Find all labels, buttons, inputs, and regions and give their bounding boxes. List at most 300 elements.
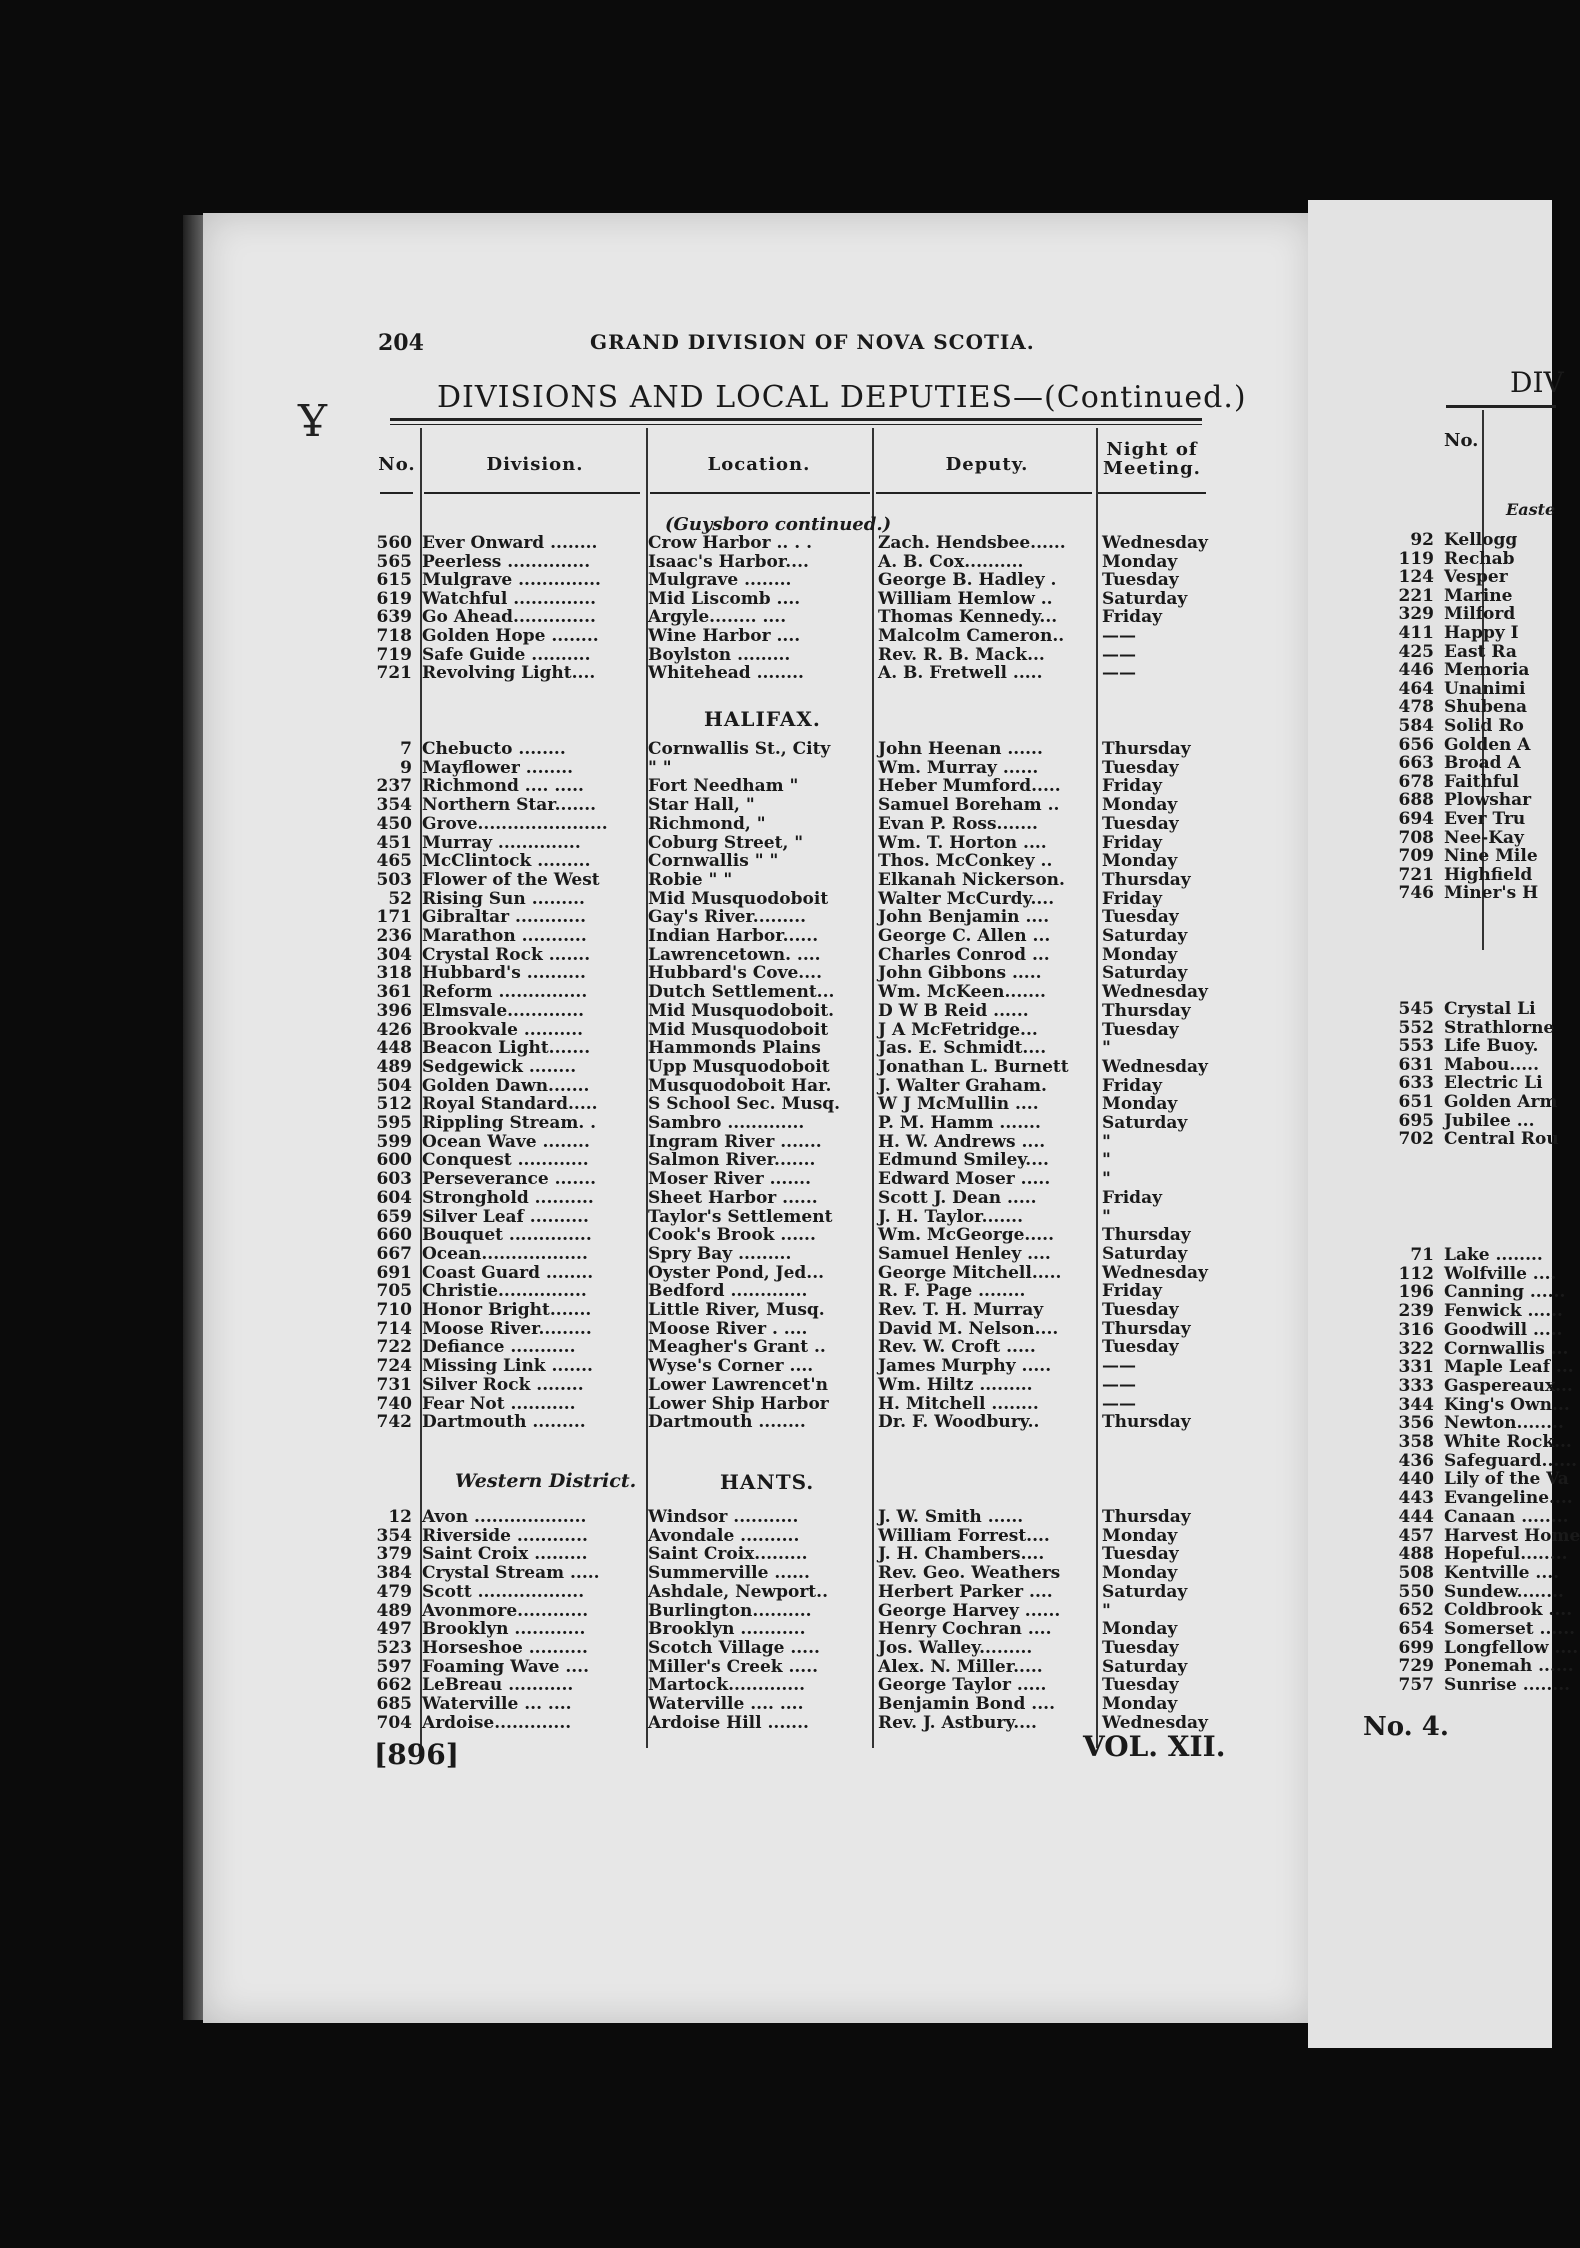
list-item (1388, 680, 1525, 698)
cell-division: Strathlorne (1444, 1017, 1555, 1038)
header-deputy: Deputy. (945, 454, 1029, 475)
cell-division: Happy I (1444, 623, 1519, 643)
cell-division: Revolving Light.... (422, 663, 596, 684)
cell-division: Somerset ...... (1444, 1619, 1576, 1639)
cell-location: Gay's River......... (648, 907, 807, 928)
cell-no: 740 (376, 1393, 412, 1414)
table-row (360, 1602, 1220, 1620)
cell-division: Newton........ (1444, 1413, 1564, 1434)
list-item (1388, 1396, 1570, 1414)
list-item (1388, 717, 1524, 735)
cell-division: Ocean.................. (422, 1243, 588, 1264)
cell-division: Ever Tru (1444, 809, 1526, 829)
cell-night: —— (1102, 644, 1136, 665)
cell-location: Coburg Street, " (648, 832, 804, 853)
table-row (360, 1095, 1220, 1113)
cell-division: Cornwallis ... (1444, 1338, 1569, 1359)
list-item (1388, 1037, 1538, 1055)
cell-no: 497 (376, 1619, 412, 1640)
cell-division: Sedgewick ........ (422, 1056, 577, 1077)
cell-deputy: R. F. Page ........ (878, 1281, 1026, 1302)
cell-division: Golden Hope ........ (422, 626, 599, 646)
header-no: No. (378, 454, 416, 475)
cell-division: Rising Sun ......... (422, 888, 585, 909)
cell-location: Mid Musquodoboit (648, 888, 829, 909)
cell-no: 663 (1398, 753, 1434, 774)
table-row (360, 1245, 1220, 1263)
table-row (360, 1695, 1220, 1713)
list-item (1388, 1130, 1559, 1148)
cell-division: Life Buoy. (1444, 1036, 1539, 1057)
cell-division: Mabou..... (1444, 1054, 1540, 1075)
cell-night: Tuesday (1102, 1544, 1179, 1565)
table-row (360, 608, 1220, 626)
cell-division: Milford (1444, 604, 1516, 625)
cell-location: Miller's Creek ..... (648, 1656, 819, 1677)
list-item (1388, 1433, 1572, 1451)
cell-division: Reform ............... (422, 982, 588, 1003)
list-item (1388, 1358, 1574, 1376)
table-row (360, 1395, 1220, 1413)
list-item (1388, 884, 1538, 902)
cell-no: 688 (1398, 790, 1434, 811)
header-rule-deputy (876, 492, 1092, 494)
cell-night: Saturday (1102, 1243, 1188, 1264)
cell-deputy: Scott J. Dean ..... (878, 1187, 1037, 1208)
running-head: GRAND DIVISION OF NOVA SCOTIA. (590, 330, 1035, 354)
cell-no: 597 (376, 1656, 412, 1677)
cell-location: Ardoise Hill ....... (648, 1712, 809, 1733)
cell-deputy: Wm. McKeen....... (878, 982, 1046, 1003)
cell-no: 92 (1410, 530, 1434, 550)
cell-deputy: Rev. Geo. Weathers (878, 1563, 1061, 1584)
right-page-rule (1446, 405, 1556, 408)
cell-location: Scotch Village ..... (648, 1637, 820, 1658)
cell-location: Oyster Pond, Jed... (648, 1262, 825, 1283)
list-item (1388, 1639, 1578, 1657)
list-item (1388, 866, 1532, 884)
cell-division: Elmsvale............. (422, 1000, 585, 1021)
cell-location: Star Hall, " (648, 795, 755, 816)
cell-no: 12 (388, 1507, 412, 1527)
cell-no: 236 (376, 926, 412, 946)
cell-division: Hopeful........ (1444, 1544, 1568, 1565)
cell-no: 523 (376, 1637, 412, 1658)
cell-location: Moser River ....... (648, 1169, 812, 1190)
cell-no: 450 (376, 813, 412, 834)
cell-no: 757 (1398, 1675, 1434, 1696)
table-row (360, 777, 1220, 795)
cell-division: Waterville ... .... (422, 1694, 572, 1714)
cell-division: Richmond .... ..... (422, 776, 584, 797)
table-row (360, 1301, 1220, 1319)
cell-location: Spry Bay ......... (648, 1243, 792, 1264)
cell-no: 631 (1398, 1054, 1434, 1075)
cell-no: 503 (376, 869, 412, 890)
cell-deputy: George Taylor ..... (878, 1675, 1047, 1696)
cell-location: Moose River . .... (648, 1318, 808, 1339)
cell-deputy: John Benjamin .... (878, 907, 1050, 928)
cell-no: 694 (1398, 809, 1434, 829)
cell-no: 333 (1398, 1375, 1434, 1396)
cell-division: East Ra (1444, 641, 1517, 662)
cell-location: Waterville .... .... (648, 1694, 804, 1714)
table-row (360, 1114, 1220, 1132)
cell-division: Beacon Light....... (422, 1038, 591, 1059)
table-row (360, 759, 1220, 777)
cell-night: Monday (1102, 795, 1178, 816)
cell-division: Christie............... (422, 1281, 587, 1302)
cell-no: 344 (1398, 1394, 1434, 1415)
list-item (1388, 1056, 1539, 1074)
table-row (360, 834, 1220, 852)
cell-division: Maple Leaf ... (1444, 1357, 1574, 1378)
cell-location: Mid Musquodoboit. (648, 1000, 835, 1021)
cell-location: Indian Harbor...... (648, 926, 819, 946)
cell-night: Thursday (1102, 1318, 1191, 1339)
cell-no: 721 (376, 663, 412, 684)
cell-no: 237 (376, 776, 412, 797)
cell-deputy: Jas. E. Schmidt.... (878, 1038, 1047, 1059)
list-item (1388, 1489, 1573, 1507)
cell-location: Meagher's Grant .. (648, 1337, 826, 1358)
cell-no: 489 (376, 1056, 412, 1077)
cell-division: Sundew........ (1444, 1581, 1564, 1602)
cell-deputy: Evan P. Ross....... (878, 813, 1038, 834)
cell-division: Missing Link ....... (422, 1356, 593, 1377)
cell-division: Electric Li (1444, 1073, 1543, 1094)
cell-deputy: J. H. Chambers.... (878, 1544, 1045, 1565)
cell-location: Musquodoboit Har. (648, 1075, 832, 1096)
table-row (360, 796, 1220, 814)
header-rule-night (1098, 492, 1206, 494)
table-row (360, 1039, 1220, 1057)
cell-deputy: Henry Cochran .... (878, 1619, 1052, 1640)
cell-division: Ever Onward ........ (422, 533, 598, 553)
cell-division: Safeguard...... (1444, 1450, 1578, 1471)
cell-night: —— (1102, 1356, 1136, 1377)
table-row (360, 1338, 1220, 1356)
cell-no: 742 (376, 1412, 412, 1433)
cell-division: Moose River......... (422, 1318, 592, 1339)
cell-no: 722 (376, 1337, 412, 1358)
list-item (1388, 587, 1512, 605)
cell-no: 709 (1398, 846, 1434, 867)
cell-no: 7 (400, 739, 412, 759)
cell-deputy: H. Mitchell ........ (878, 1393, 1039, 1414)
header-night: Night of Meeting. (1103, 439, 1201, 479)
cell-location: Robie " " (648, 869, 733, 890)
cell-deputy: J. H. Taylor....... (878, 1206, 1023, 1227)
table-row (360, 553, 1220, 571)
cell-night: Thursday (1102, 1507, 1191, 1527)
list-item (1388, 1620, 1575, 1638)
cell-no: 488 (1398, 1544, 1434, 1565)
table-row (360, 740, 1220, 758)
cell-division: Memoria (1444, 660, 1530, 681)
section-halifax: HALIFAX. (704, 707, 821, 731)
cell-division: Gibraltar ............ (422, 907, 587, 928)
cell-deputy: Jonathan L. Burnett (878, 1056, 1069, 1077)
cell-deputy: Thomas Kennedy... (878, 607, 1058, 628)
list-item (1388, 773, 1519, 791)
cell-night: " (1102, 1038, 1111, 1059)
table-row (360, 1639, 1220, 1657)
cell-night: Tuesday (1102, 1637, 1179, 1658)
cell-deputy: J. Walter Graham. (878, 1075, 1047, 1096)
cell-division: Gaspereaux... (1444, 1375, 1573, 1396)
table-row (360, 627, 1220, 645)
list-item (1388, 1676, 1570, 1694)
cell-location: Little River, Musq. (648, 1300, 825, 1320)
cell-night: Wednesday (1102, 1056, 1208, 1077)
cell-division: Honor Bright....... (422, 1300, 592, 1320)
cell-deputy: James Murphy ..... (878, 1356, 1052, 1377)
cell-division: Rechab (1444, 548, 1515, 569)
cell-division: Nee-Kay (1444, 827, 1524, 848)
cell-no: 9 (400, 757, 412, 778)
table-row (360, 1189, 1220, 1207)
list-item (1388, 531, 1517, 549)
cell-night: Monday (1102, 1525, 1178, 1546)
cell-no: 304 (376, 944, 412, 965)
cell-deputy: Alex. N. Miller..... (878, 1656, 1043, 1677)
list-item (1388, 754, 1521, 772)
header-division: Division. (486, 454, 584, 475)
cell-no: 426 (376, 1019, 412, 1040)
cell-division: Broad A (1444, 753, 1521, 774)
cell-division: King's Own... (1444, 1394, 1570, 1415)
cell-deputy: Samuel Boreham .. (878, 795, 1060, 816)
table-row (360, 1676, 1220, 1694)
list-item (1388, 624, 1519, 642)
cell-no: 724 (376, 1356, 412, 1377)
cell-no: 379 (376, 1544, 412, 1565)
cell-no: 695 (1398, 1110, 1434, 1131)
cell-deputy: David M. Nelson.... (878, 1318, 1059, 1339)
header-rule-division (424, 492, 640, 494)
list-item (1388, 791, 1531, 809)
cell-division: Conquest ............ (422, 1150, 589, 1171)
list-item (1388, 1545, 1568, 1563)
cell-deputy: Benjamin Bond .... (878, 1694, 1055, 1714)
cell-location: Martock............. (648, 1675, 806, 1696)
table-row (360, 1583, 1220, 1601)
cell-division: Northern Star....... (422, 795, 597, 816)
cell-deputy: Wm. T. Horton .... (878, 832, 1047, 853)
cell-division: Avonmore............ (422, 1600, 589, 1621)
cell-night: Tuesday (1102, 570, 1179, 591)
right-page-footer: No. 4. (1363, 1712, 1449, 1742)
footer-left: [896] (374, 1738, 459, 1771)
table-row (360, 983, 1220, 1001)
cell-deputy: Samuel Henley .... (878, 1243, 1051, 1264)
page-number: 204 (378, 330, 424, 356)
cell-night: Friday (1102, 1281, 1162, 1302)
cell-deputy: Heber Mumford..... (878, 776, 1061, 797)
cell-location: Summerville ...... (648, 1563, 810, 1584)
cell-division: Riverside ............ (422, 1525, 588, 1546)
cell-location: S School Sec. Musq. (648, 1094, 841, 1115)
title-rule (390, 418, 1202, 421)
cell-division: Flower of the West (422, 869, 600, 890)
cell-no: 446 (1398, 660, 1434, 681)
page-edge (183, 215, 205, 2020)
cell-no: 119 (1398, 548, 1434, 569)
cell-location: Windsor ........... (648, 1507, 799, 1527)
cell-location: Ashdale, Newport.. (648, 1581, 828, 1602)
cell-night: Wednesday (1102, 533, 1208, 553)
table-row (360, 964, 1220, 982)
title-rule-thin (390, 424, 1202, 425)
subheading-guysboro: (Guysboro continued.) (665, 514, 892, 535)
cell-no: 451 (376, 832, 412, 853)
cell-location: Fort Needham " (648, 776, 799, 797)
list-item (1388, 1321, 1563, 1339)
cell-division: Miner's H (1444, 883, 1539, 904)
cell-no: 478 (1398, 697, 1434, 718)
cell-division: Vesper (1444, 567, 1508, 588)
cell-no: 705 (376, 1281, 412, 1302)
cell-division: Canaan ........ (1444, 1506, 1569, 1527)
cell-night: Monday (1102, 1094, 1178, 1115)
cell-night: Saturday (1102, 926, 1188, 946)
cell-location: Sheet Harbor ...... (648, 1187, 818, 1208)
cell-division: Stronghold .......... (422, 1187, 594, 1208)
cell-deputy: Edward Moser ..... (878, 1169, 1051, 1190)
cell-division: Solid Ro (1444, 716, 1524, 736)
table-row (360, 1508, 1220, 1526)
cell-deputy: Herbert Parker .... (878, 1581, 1053, 1602)
cell-night: Friday (1102, 832, 1162, 853)
cell-no: 52 (388, 888, 412, 909)
cell-no: 396 (376, 1000, 412, 1021)
cell-no: 331 (1398, 1357, 1434, 1378)
table-row (360, 1376, 1220, 1394)
cell-division: Harvest Home (1444, 1525, 1580, 1546)
cell-deputy: H. W. Andrews .... (878, 1131, 1046, 1152)
cell-no: 322 (1398, 1338, 1434, 1359)
cell-division: Fenwick ...... (1444, 1301, 1563, 1322)
cell-division: Mayflower ........ (422, 757, 574, 778)
table-row (360, 1170, 1220, 1188)
cell-no: 411 (1398, 623, 1434, 643)
cell-night: Thursday (1102, 869, 1191, 890)
table-row (360, 1320, 1220, 1338)
table-row (360, 1282, 1220, 1300)
cell-night: —— (1102, 663, 1136, 684)
table-row (360, 946, 1220, 964)
cell-no: 361 (376, 982, 412, 1003)
cell-no: 599 (376, 1131, 412, 1152)
list-item (1388, 698, 1527, 716)
cell-night: " (1102, 1131, 1111, 1152)
cell-night: Friday (1102, 1187, 1162, 1208)
cell-no: 685 (376, 1694, 412, 1714)
cell-night: Monday (1102, 944, 1178, 965)
cell-no: 667 (376, 1243, 412, 1264)
cell-location: Isaac's Harbor.... (648, 551, 809, 572)
table-row (360, 1133, 1220, 1151)
cell-deputy: Rev. J. Astbury.... (878, 1712, 1037, 1733)
cell-location: Lower Lawrencet'n (648, 1374, 828, 1395)
cell-division: Plowshar (1444, 790, 1532, 811)
cell-no: 508 (1398, 1562, 1434, 1583)
cell-no: 354 (376, 1525, 412, 1546)
cell-division: Crystal Rock ....... (422, 944, 591, 965)
table-row (360, 852, 1220, 870)
cell-deputy: Walter McCurdy.... (878, 888, 1055, 909)
cell-location: Ingram River ....... (648, 1131, 822, 1152)
cell-no: 714 (376, 1318, 412, 1339)
list-item (1388, 1508, 1569, 1526)
cell-deputy: John Gibbons ..... (878, 963, 1042, 984)
section-hants: HANTS. (720, 1470, 815, 1494)
section-western: Western District. (455, 1470, 637, 1492)
cell-location: Richmond, " (648, 813, 766, 834)
cell-deputy: A. B. Fretwell ..... (878, 663, 1043, 684)
cell-deputy: P. M. Hamm ....... (878, 1113, 1041, 1133)
list-item (1388, 1377, 1573, 1395)
table-row (360, 534, 1220, 552)
cell-division: Central Rou (1444, 1129, 1559, 1150)
list-item (1388, 1583, 1564, 1601)
cell-night: Thursday (1102, 739, 1191, 759)
table-row (360, 908, 1220, 926)
cell-division: McClintock ......... (422, 851, 591, 872)
cell-night: Saturday (1102, 963, 1188, 984)
cell-division: Foaming Wave .... (422, 1656, 590, 1677)
right-page-no-header: No. (1444, 430, 1479, 451)
footer-right: VOL. XII. (1083, 1730, 1226, 1763)
table-row (360, 1208, 1220, 1226)
cell-no: 504 (376, 1075, 412, 1096)
cell-no: 425 (1398, 641, 1434, 662)
cell-division: Kentville .... (1444, 1562, 1560, 1583)
cell-division: Brookvale .......... (422, 1019, 584, 1040)
cell-no: 656 (1398, 734, 1434, 755)
cell-night: Wednesday (1102, 1712, 1208, 1733)
cell-no: 71 (1410, 1245, 1434, 1265)
table-row (360, 1413, 1220, 1431)
cell-deputy: Rev. R. B. Mack... (878, 644, 1045, 665)
cell-no: 436 (1398, 1450, 1434, 1471)
cell-night: Friday (1102, 888, 1162, 909)
cell-night: —— (1102, 1393, 1136, 1414)
cell-no: 356 (1398, 1413, 1434, 1434)
cell-no: 239 (1398, 1301, 1434, 1322)
cell-night: Tuesday (1102, 757, 1179, 778)
cell-night: Tuesday (1102, 1337, 1179, 1358)
cell-deputy: William Forrest.... (878, 1525, 1050, 1546)
cell-no: 329 (1398, 604, 1434, 625)
cell-night: " (1102, 1150, 1111, 1171)
cell-division: Evangeline.... (1444, 1488, 1573, 1509)
cell-division: Highfield (1444, 864, 1533, 885)
table-row (360, 1021, 1220, 1039)
cell-division: Jubilee ... (1444, 1110, 1535, 1131)
cell-division: Ponemah ...... (1444, 1656, 1574, 1677)
table-row (360, 664, 1220, 682)
cell-no: 619 (376, 588, 412, 609)
cell-location: Crow Harbor .. . . (648, 533, 813, 553)
list-item (1388, 847, 1538, 865)
cell-no: 560 (376, 533, 412, 553)
cell-night: Thursday (1102, 1412, 1191, 1433)
list-item (1388, 810, 1525, 828)
cell-no: 584 (1398, 716, 1434, 736)
cell-location: Cook's Brook ...... (648, 1225, 816, 1246)
